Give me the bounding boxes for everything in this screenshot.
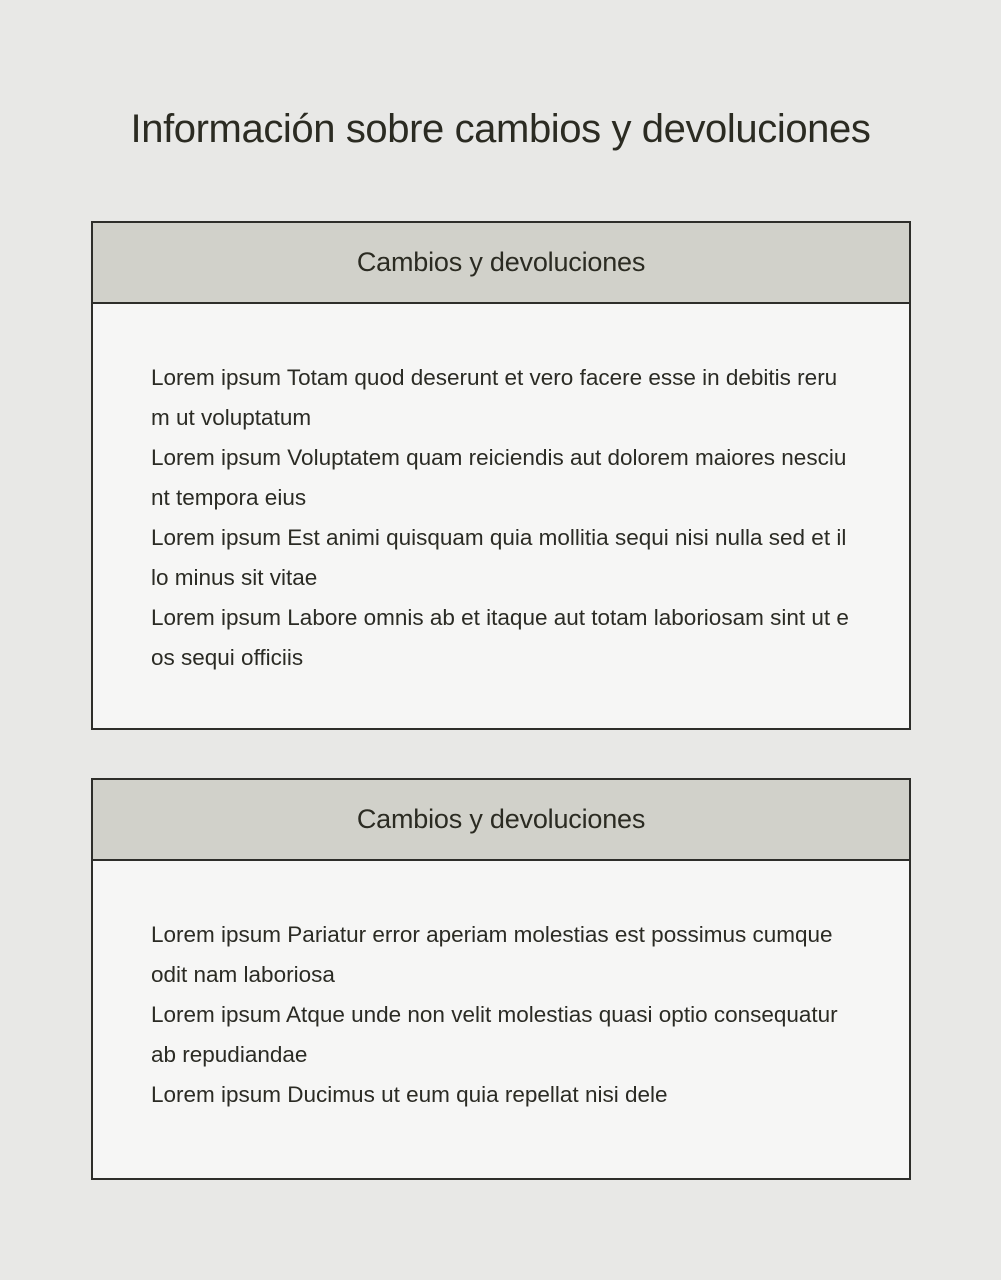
section-entry: Lorem ipsum Voluptatem quam reiciendis aut dolorem maiores nesciunt tempora eius bbox=[151, 445, 847, 510]
section-entry: Lorem ipsum Pariatur error aperiam molestias est possimus cumque odit nam laboriosa bbox=[151, 922, 833, 987]
section-entry: Lorem ipsum Ducimus ut eum quia repellat nisi dele bbox=[151, 1082, 668, 1107]
section-body bbox=[93, 304, 909, 678]
section-entry: Lorem ipsum Est animi quisquam quia mollitia sequi nisi nulla sed et illo minus sit vitae bbox=[151, 525, 847, 590]
section-body bbox=[93, 861, 909, 1115]
returns-section-1 bbox=[91, 221, 911, 730]
section-heading: Cambios y devoluciones bbox=[93, 780, 909, 861]
section-entry: Lorem ipsum Atque unde non velit molestias quasi optio consequatur ab repudiandae bbox=[151, 1002, 838, 1067]
page-title: Información sobre cambios y devoluciones bbox=[130, 107, 871, 151]
returns-section-2 bbox=[91, 778, 911, 1180]
section-heading: Cambios y devoluciones bbox=[93, 223, 909, 304]
section-entry: Lorem ipsum Totam quod deserunt et vero facere esse in debitis rerum ut voluptatum bbox=[151, 365, 838, 430]
section-entry: Lorem ipsum Labore omnis ab et itaque aut totam laboriosam sint ut eos sequi officiis bbox=[151, 605, 849, 670]
